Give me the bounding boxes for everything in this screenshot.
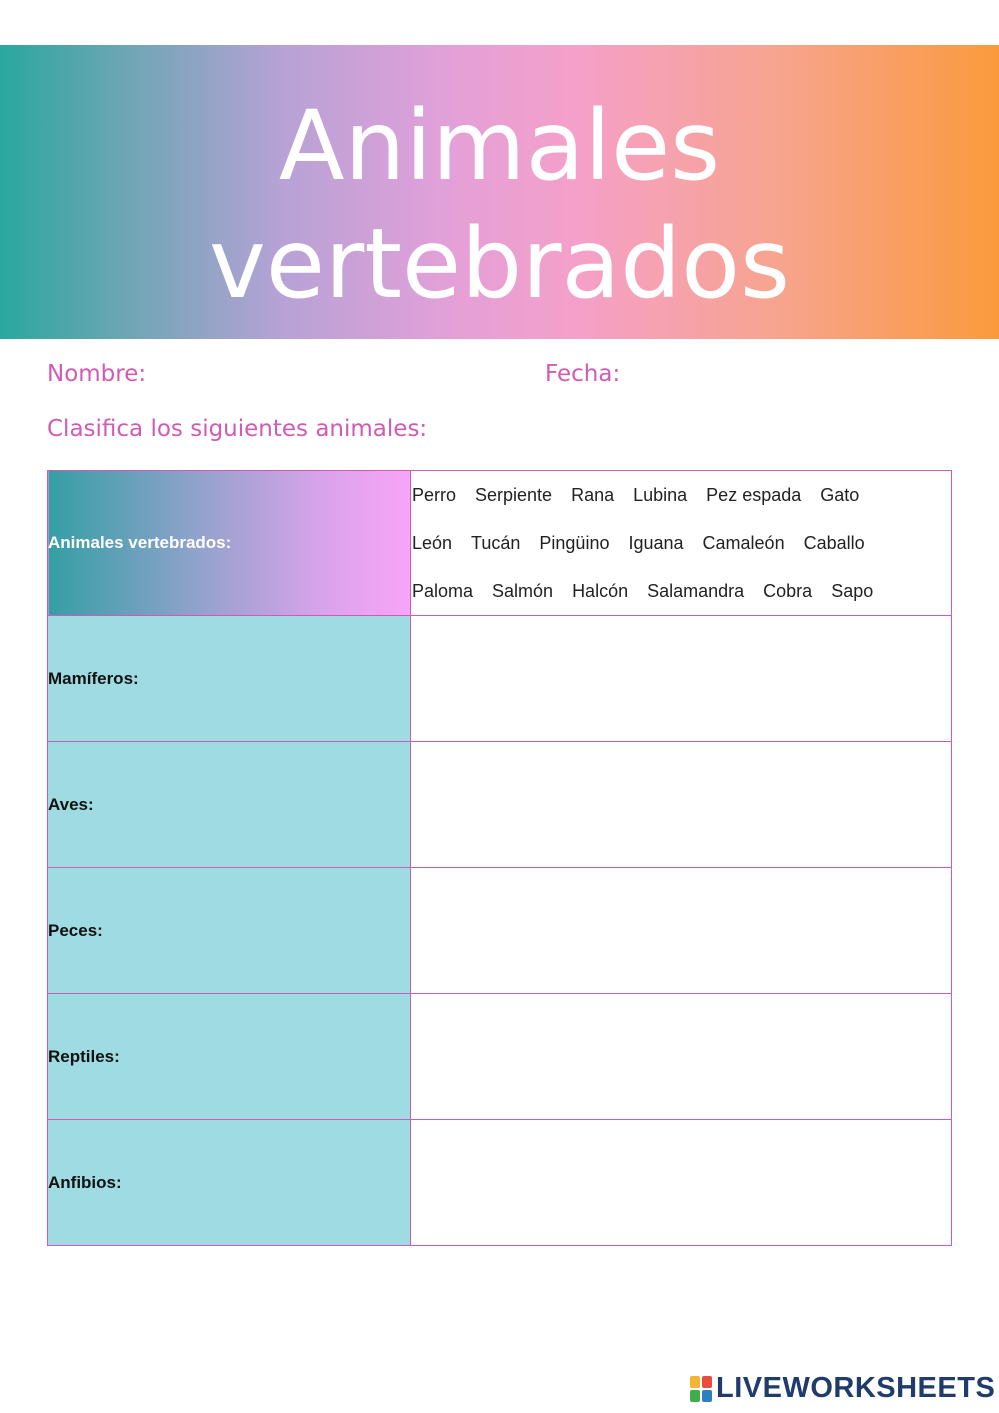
- word-item[interactable]: Camaleón: [702, 532, 785, 553]
- word-item[interactable]: Paloma: [412, 580, 474, 601]
- answer-drop-zone[interactable]: [411, 868, 952, 994]
- instruction-text: Clasifica los siguientes animales:: [47, 416, 428, 442]
- category-label: Aves:: [48, 742, 411, 868]
- word-row: [411, 519, 951, 567]
- category-label: Anfibios:: [48, 1120, 411, 1246]
- category-row-peces: [48, 868, 952, 994]
- word-item[interactable]: Sapo: [831, 580, 874, 601]
- logo-square: [690, 1376, 700, 1388]
- word-item[interactable]: Pez espada: [706, 484, 802, 505]
- word-item[interactable]: Tucán: [471, 532, 521, 553]
- word-item[interactable]: Iguana: [628, 532, 684, 553]
- word-row: [411, 471, 951, 519]
- word-item[interactable]: Perro: [412, 484, 457, 505]
- logo-square: [702, 1390, 712, 1402]
- category-label: Reptiles:: [48, 994, 411, 1120]
- word-item[interactable]: Caballo: [803, 532, 865, 553]
- word-item[interactable]: Serpiente: [475, 484, 553, 505]
- header-row: [48, 471, 952, 616]
- word-item[interactable]: Cobra: [763, 580, 813, 601]
- liveworksheets-logo: [690, 1372, 995, 1405]
- category-label: Mamíferos:: [48, 616, 411, 742]
- word-item[interactable]: Rana: [571, 484, 615, 505]
- logo-square: [702, 1376, 712, 1388]
- logo-square: [690, 1390, 700, 1402]
- title-banner: [0, 45, 999, 339]
- answer-drop-zone[interactable]: [411, 616, 952, 742]
- word-item[interactable]: Gato: [820, 484, 860, 505]
- word-bank: [411, 471, 952, 616]
- answer-drop-zone[interactable]: [411, 1120, 952, 1246]
- word-item[interactable]: Salmón: [492, 580, 554, 601]
- word-item[interactable]: Halcón: [572, 580, 629, 601]
- category-row-reptiles: [48, 994, 952, 1120]
- category-row-anfibios: [48, 1120, 952, 1246]
- word-item[interactable]: León: [412, 532, 453, 553]
- answer-drop-zone[interactable]: [411, 742, 952, 868]
- logo-text: LIVEWORKSHEETS: [716, 1372, 996, 1404]
- category-row-mamiferos: [48, 616, 952, 742]
- nombre-label: Nombre:: [47, 361, 147, 387]
- word-row: [411, 567, 951, 615]
- title-line-1: Animales: [278, 90, 721, 202]
- fecha-label: Fecha:: [545, 361, 621, 387]
- category-label: Peces:: [48, 868, 411, 994]
- logo-mark-icon: [690, 1376, 712, 1402]
- vertebrates-header-cell: Animales vertebrados:: [48, 471, 411, 616]
- word-item[interactable]: Salamandra: [647, 580, 745, 601]
- classification-table: [47, 470, 952, 1246]
- title-line-2: vertebrados: [209, 208, 790, 320]
- word-item[interactable]: Lubina: [633, 484, 688, 505]
- word-item[interactable]: Pingüino: [539, 532, 610, 553]
- category-row-aves: [48, 742, 952, 868]
- worksheet-title: [0, 87, 999, 323]
- answer-drop-zone[interactable]: [411, 994, 952, 1120]
